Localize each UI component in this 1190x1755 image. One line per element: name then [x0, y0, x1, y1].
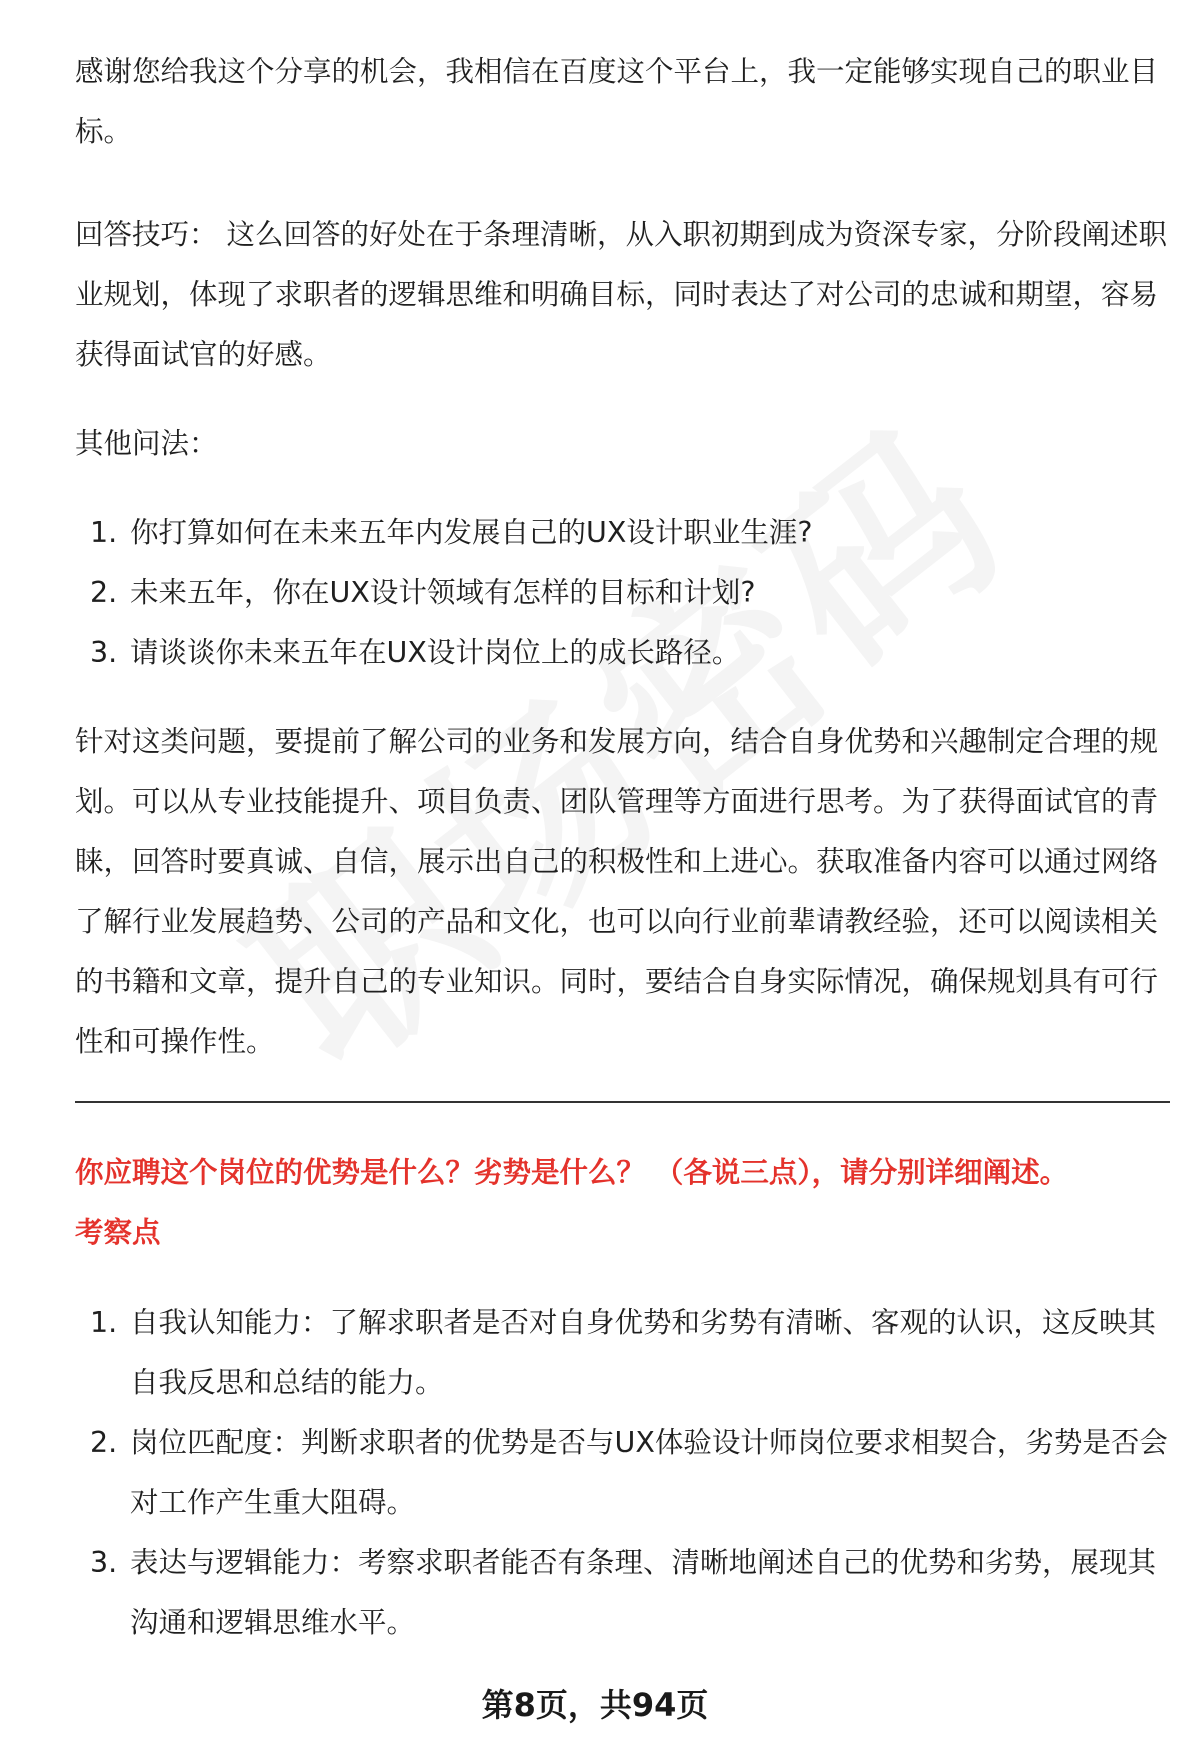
question-title: 你应聘这个岗位的优势是什么？劣势是什么？ （各说三点），请分别详细阐述。 — [75, 1156, 1069, 1189]
section-label-examination-points: 考察点 — [75, 1216, 161, 1249]
list-text: 请谈谈你未来五年在UX设计岗位上的成长路径。 — [130, 636, 741, 669]
list-number: 2. — [90, 1426, 118, 1459]
list-number: 1. — [90, 1306, 118, 1339]
list-number: 3. — [90, 636, 118, 669]
list-text: 自我认知能力：了解求职者是否对自身优势和劣势有清晰、客观的认识，这反映其自我反思和总结的能力。 — [130, 1306, 1157, 1399]
list-number: 1. — [90, 516, 118, 549]
paragraph-answer-tips: 回答技巧： 这么回答的好处在于条理清晰，从入职初期到成为资深专家，分阶段阐述职业规划，体现了求职者的逻辑思维和明确目标，同时表达了对公司的忠诚和期望，容易获得面试官的好感。 — [75, 218, 1168, 371]
list-text: 岗位匹配度：判断求职者的优势是否与UX体验设计师岗位要求相契合，劣势是否会对工作产生重大阻碍。 — [130, 1426, 1168, 1519]
list-number: 3. — [90, 1546, 118, 1579]
section-divider — [75, 1101, 1170, 1103]
paragraph-closing: 感谢您给我这个分享的机会，我相信在百度这个平台上，我一定能够实现自己的职业目标。 — [75, 55, 1159, 148]
list-text: 表达与逻辑能力：考察求职者能否有条理、清晰地阐述自己的优势和劣势，展现其沟通和逻辑思维水平。 — [130, 1546, 1157, 1639]
list-number: 2. — [90, 576, 118, 609]
paragraph-advice: 针对这类问题，要提前了解公司的业务和发展方向，结合自身优势和兴趣制定合理的规划。可以从专业技能提升、项目负责、团队管理等方面进行思考。为了获得面试官的青睐，回答时要真诚、自信，展示出自己的积极性和上进心。获取准备内容可以通过网络了解行业发展趋势、公司的产品和文化，也可以向行业前辈请教经验，还可以阅读相关的书籍和文章，提升自己的专业知识。同时，要结合自身实际情况，确保规划具有可行性和可操作性。 — [75, 725, 1159, 1058]
list-text: 你打算如何在未来五年内发展自己的UX设计职业生涯? — [130, 516, 813, 549]
page-number: 第8页，共94页 — [481, 1686, 709, 1724]
list-text: 未来五年，你在UX设计领域有怎样的目标和计划? — [130, 576, 756, 609]
paragraph-other-questions-heading: 其他问法： — [75, 427, 218, 460]
